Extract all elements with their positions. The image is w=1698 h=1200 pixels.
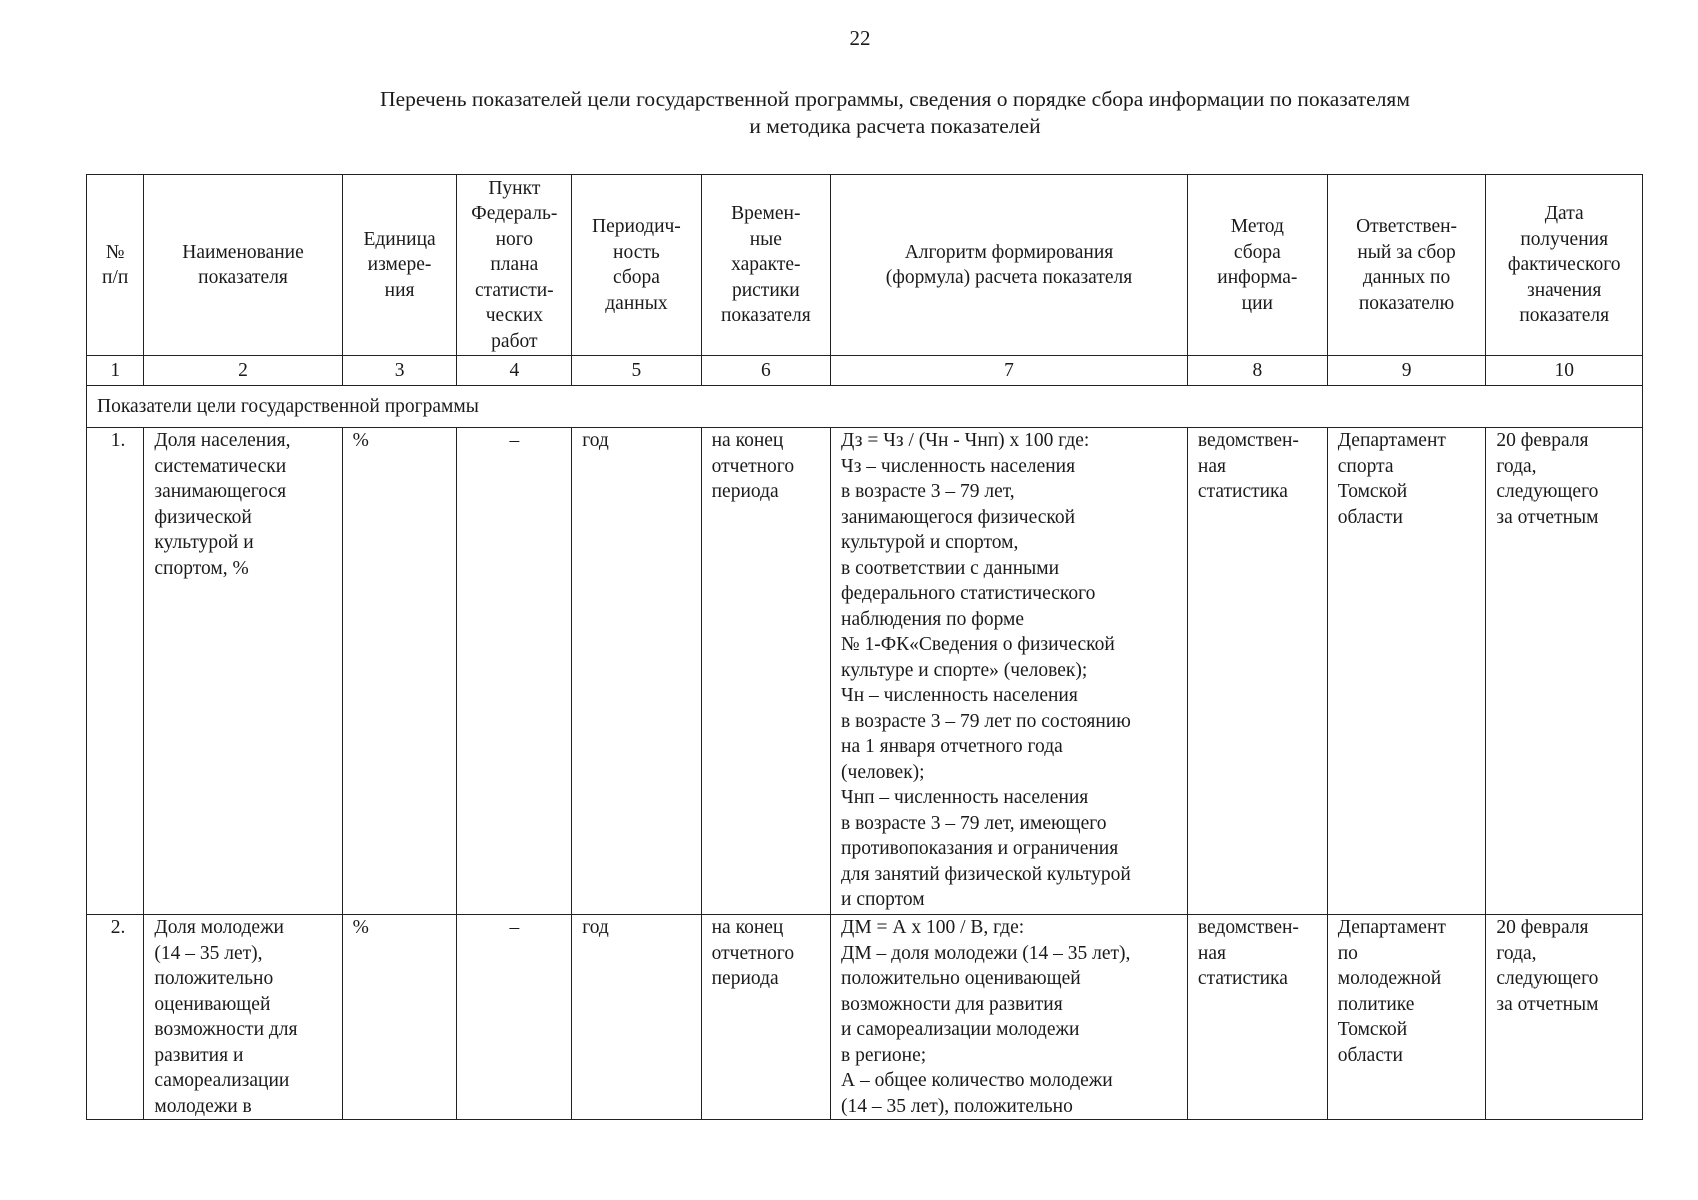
time-characteristics-cell: на конец отчетного периода [701,915,830,1120]
column-number: 1 [87,356,144,386]
document-title [80,86,1698,140]
indicator-name: Доля молодежи (14 – 35 лет), положительно оценивающей возможности для развития и самореализации молодежи в [144,915,342,1120]
column-number: 9 [1327,356,1486,386]
time-characteristics-cell: на конец отчетного периода [701,428,830,915]
page-number: 22 [849,26,871,50]
method-cell: ведомствен- ная статистика [1187,428,1327,915]
table-row [87,428,1643,915]
column-number: 10 [1486,356,1643,386]
periodicity-cell: год [572,428,701,915]
column-number: 7 [831,356,1188,386]
column-number: 6 [701,356,830,386]
responsible-cell: Департамент по молодежной политике Томской области [1327,915,1486,1120]
header-time-characteristics: Времен- ные характе- ристики показателя [701,175,830,356]
periodicity-cell: год [572,915,701,1120]
method-cell: ведомствен- ная статистика [1187,915,1327,1120]
title-line-1: Перечень показателей цели государственной программы, сведения о порядке сбора информации по показателям [380,87,1410,111]
responsible-cell: Департамент спорта Томской области [1327,428,1486,915]
header-indicator-name: Наименование показателя [144,175,342,356]
column-number: 8 [1187,356,1327,386]
unit-cell: % [342,915,457,1120]
header-periodicity: Периодич- ность сбора данных [572,175,701,356]
section-row [87,386,1643,428]
column-number: 4 [457,356,572,386]
plan-item-cell: – [457,428,572,915]
header-date: Дата получения фактического значения показателя [1486,175,1643,356]
section-title: Показатели цели государственной программы [87,386,1643,428]
header-number: № п/п [87,175,144,356]
date-cell: 20 февраля года, следующего за отчетным [1486,428,1643,915]
row-number: 1. [87,428,144,915]
algorithm-cell: ДМ = А х 100 / В, где: ДМ – доля молодежи (14 – 35 лет), положительно оценивающей возможности для развития и самореализации молодежи в регионе; А – общее количество молодежи (14 – 35 лет), положительно [831,915,1188,1120]
column-number-row [87,356,1643,386]
title-line-2: и методика расчета показателей [749,114,1041,138]
table-row [87,915,1643,1120]
column-number: 5 [572,356,701,386]
column-number: 2 [144,356,342,386]
indicator-name: Доля населения, систематически занимающегося физической культурой и спортом, % [144,428,342,915]
row-number: 2. [87,915,144,1120]
header-row [87,175,1643,356]
header-method: Метод сбора информа- ции [1187,175,1327,356]
indicators-table [86,174,1643,1120]
header-responsible: Ответствен- ный за сбор данных по показателю [1327,175,1486,356]
date-cell: 20 февраля года, следующего за отчетным [1486,915,1643,1120]
header-unit: Единица измере- ния [342,175,457,356]
column-number: 3 [342,356,457,386]
unit-cell: % [342,428,457,915]
plan-item-cell: – [457,915,572,1120]
header-algorithm: Алгоритм формирования (формула) расчета показателя [831,175,1188,356]
algorithm-cell: Дз = Чз / (Чн - Чнп) х 100 где: Чз – численность населения в возрасте 3 – 79 лет, занимающегося физической культурой и спортом, в соответствии с данными федерального статистического наблюдения по форме № 1-ФК«Сведения о физической культуре и спорте» (человек); Чн – численность населения в возрасте 3 – 79 лет по состоянию на 1 января отчетного года (человек); Чнп – численность населения в возрасте 3 – 79 лет, имеющего противопоказания и ограничения для занятий физической культурой и спортом [831,428,1188,915]
header-plan-item: Пункт Федераль- ного плана статисти- ческих работ [457,175,572,356]
